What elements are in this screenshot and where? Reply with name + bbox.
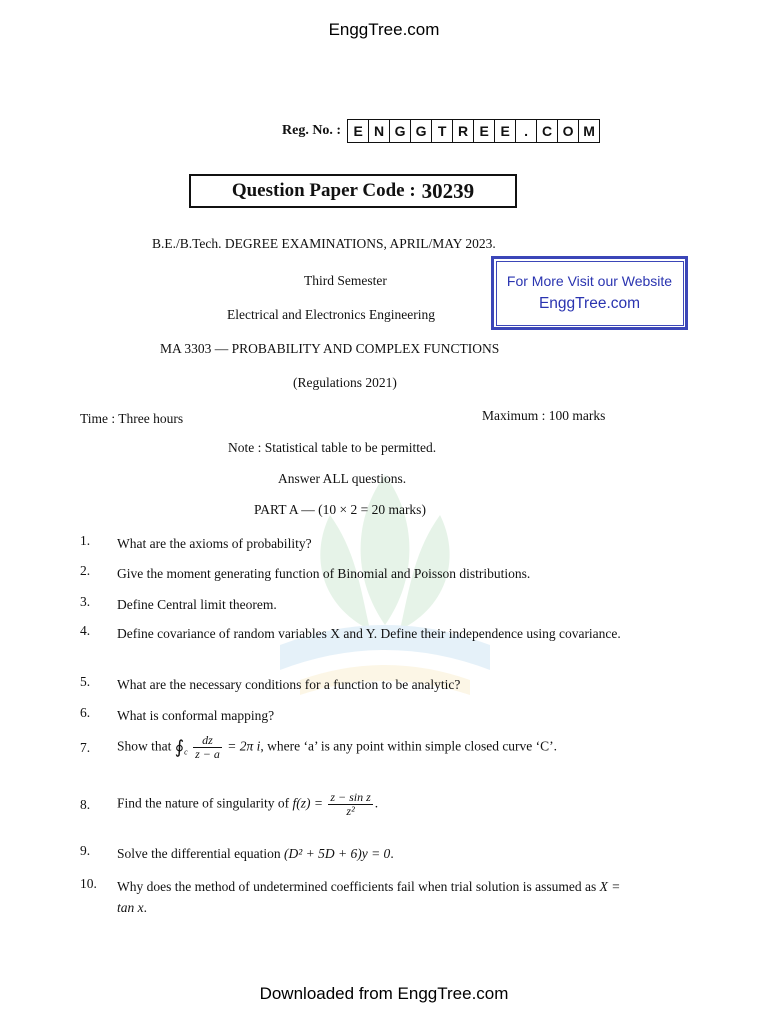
question-number: 4. [80, 623, 91, 638]
question-number: 8. [80, 797, 91, 812]
subject-title: MA 3303 — PROBABILITY AND COMPLEX FUNCTIONS [160, 341, 500, 356]
question-number: 1. [80, 533, 91, 548]
instruction: Answer ALL questions. [278, 471, 407, 486]
promo-text: For More Visit our Website [506, 273, 673, 289]
reg-no-char: M [583, 123, 595, 139]
promo-box[interactable] [491, 256, 688, 330]
question-text: What are the axioms of probability? [117, 536, 312, 551]
question-text: Define Central limit theorem. [117, 597, 277, 612]
question-number: 9. [80, 843, 91, 858]
question-text: Define covariance of random variables X and Y. Define their independence using covariance. [117, 626, 621, 641]
exam-note: Note : Statistical table to be permitted. [228, 440, 437, 455]
question-number: 10. [80, 876, 97, 891]
math-fraction [328, 791, 372, 818]
fraction-denominator: z² [346, 804, 355, 818]
reg-no-char: C [537, 120, 558, 142]
reg-no-char: G [411, 120, 432, 142]
contour-integral-symbol: ∮ [174, 737, 185, 757]
reg-no-char: O [558, 120, 579, 142]
question-text-part: . [143, 900, 147, 915]
exam-title: B.E./B.Tech. DEGREE EXAMINATIONS, APRIL/MAY 2023. [152, 236, 496, 251]
site-header: EnggTree.com [328, 20, 440, 39]
question-text-part: . [390, 846, 394, 861]
reg-no-char: T [432, 120, 453, 142]
question-text [117, 734, 637, 762]
question-text [117, 791, 637, 818]
reg-no-boxes [347, 119, 600, 143]
math-expression: (D² + 5D + 6)y = 0 [283, 846, 391, 861]
paper-code-value: 30239 [421, 178, 475, 203]
site-footer[interactable]: Downloaded from EnggTree.com [259, 984, 509, 1003]
question-text-part: Find the nature of singularity of [117, 795, 290, 811]
branch: Electrical and Electronics Engineering [227, 307, 436, 322]
question-text: Give the moment generating function of Binomial and Poisson distributions. [117, 566, 531, 581]
reg-no-char: . [516, 120, 537, 142]
question-text-part: Why does the method of undetermined coefficients fail when trial solution is assumed as [117, 879, 597, 894]
reg-no-char: N [369, 120, 390, 142]
fraction-denominator: z − a [195, 747, 220, 761]
reg-no-char: G [390, 120, 411, 142]
question-text [117, 876, 637, 918]
regulations: (Regulations 2021) [293, 375, 397, 390]
reg-no-char: R [453, 120, 474, 142]
question-number: 3. [80, 594, 91, 609]
integral-subscript: c [184, 747, 188, 757]
question-paper-code-box [189, 174, 517, 208]
math-fraction [193, 734, 222, 761]
question-text-part: Show that [117, 738, 172, 754]
reg-no-char: E [495, 120, 516, 142]
question-number: 2. [80, 563, 91, 578]
question-text: What are the necessary conditions for a function to be analytic? [117, 677, 461, 692]
semester: Third Semester [304, 273, 387, 288]
paper-code-label: Question Paper Code : [231, 180, 416, 201]
max-marks: Maximum : 100 marks [482, 408, 606, 423]
math-expression: X = tan x [117, 879, 621, 915]
math-expression: = 2π i [227, 738, 261, 754]
fraction-numerator: z − sin z [330, 790, 371, 804]
question-text [117, 843, 637, 864]
question-number: 6. [80, 705, 91, 720]
reg-no-row [282, 119, 600, 143]
fraction-numerator: dz [193, 734, 222, 748]
part-heading: PART A — (10 × 2 = 20 marks) [254, 502, 426, 517]
question-text-part: . [374, 795, 379, 811]
question-text-part: Solve the differential equation [117, 846, 281, 861]
reg-no-label: Reg. No. : [282, 123, 342, 138]
reg-no-char: E [348, 120, 369, 142]
question-number: 5. [80, 674, 91, 689]
question-text-part: , where ‘a’ is any point within simple closed curve ‘C’. [260, 738, 558, 754]
question-text: What is conformal mapping? [117, 708, 275, 723]
exam-time: Time : Three hours [80, 411, 184, 426]
question-number: 7. [80, 740, 91, 755]
reg-no-char: E [474, 120, 495, 142]
promo-link[interactable]: EnggTree.com [538, 295, 641, 312]
math-expression: f(z) = [292, 795, 323, 811]
promo-inner [496, 261, 684, 326]
